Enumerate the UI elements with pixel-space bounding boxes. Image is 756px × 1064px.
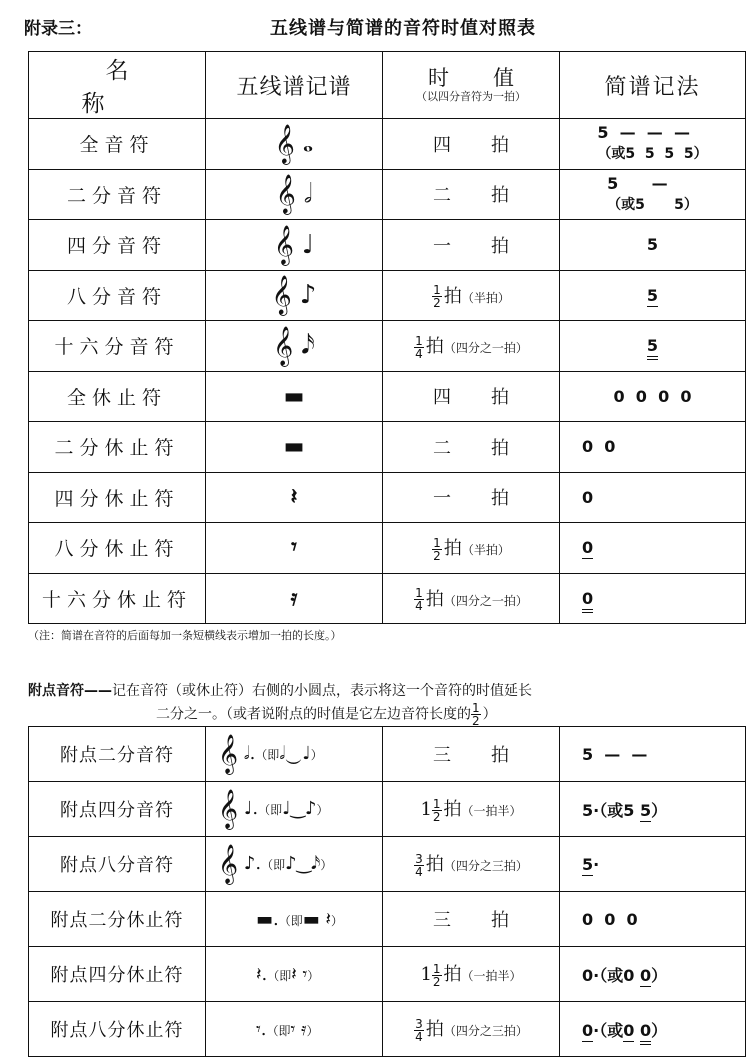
sixteenth-rest-icon: 𝄿 (290, 585, 298, 611)
staff-cell: 𝄞 ♩.（即♩‿♪） (206, 782, 383, 837)
treble-clef-icon: 𝄞 (218, 789, 239, 829)
staff-cell: 𝄽.（即𝄽 𝄾） (206, 947, 383, 1002)
staff-cell: 𝄾.（即𝄾 𝄿） (206, 1002, 383, 1057)
row-name: 四分音符 (29, 220, 206, 271)
row-name: 全休止符 (29, 371, 206, 422)
duration-cell: 1 $\frac{1}{2}$ 拍（一拍半） (383, 782, 560, 837)
staff-cell: ▬.（即▬ 𝄽） (206, 892, 383, 947)
half-note-icon: 𝅗𝅥 (303, 178, 313, 209)
duration-cell: 四拍 (383, 119, 560, 170)
jianpu-cell: 0 (560, 573, 746, 624)
duration-cell: $\frac{1}{4}$ 拍（四分之一拍） (383, 321, 560, 372)
jianpu-cell: 0 0 0 (560, 892, 746, 947)
table-row (29, 837, 746, 892)
table-row (29, 270, 746, 321)
staff-cell (206, 119, 383, 170)
duration-cell: 一拍 (383, 472, 560, 523)
dotted-eighth-rest-icon: 𝄾. (256, 1018, 267, 1040)
duration-cell: 四拍 (383, 371, 560, 422)
header-name: 名称 (29, 52, 206, 119)
dotted-quarter-note-icon: ♩. (243, 798, 259, 819)
staff-cell (206, 422, 383, 473)
duration-cell: 二拍 (383, 169, 560, 220)
page-title: 五线谱与简谱的音符时值对照表 (270, 18, 536, 39)
treble-clef-icon: 𝄞 (274, 123, 295, 164)
row-name: 附点四分休止符 (29, 947, 206, 1002)
header-jianpu: 简谱记法 (560, 52, 746, 119)
appendix-label: 附录三： (24, 19, 92, 39)
note-value-table (28, 51, 746, 624)
jianpu-cell: 5 (560, 270, 746, 321)
row-name: 附点二分休止符 (29, 892, 206, 947)
jianpu-cell: 5 — （或5 5） (560, 169, 746, 220)
table-row (29, 892, 746, 947)
whole-note-icon: 𝅝 (302, 128, 314, 159)
jianpu-cell: 5·（或5 5） (560, 782, 746, 837)
table-row (29, 371, 746, 422)
header-staff: 五线谱记谱 (206, 52, 383, 119)
table-row (29, 523, 746, 574)
duration-cell: 1 $\frac{1}{2}$ 拍（一拍半） (383, 947, 560, 1002)
quarter-note-icon: ♩ (301, 229, 315, 260)
row-name: 八分休止符 (29, 523, 206, 574)
dotted-note-table (28, 726, 746, 1057)
dotted-title: 附点音符—— (28, 683, 112, 699)
dotted-note-description: 附点音符——记在音符（或休止符）右侧的小圆点，表示将这一个音符的时值延长 二分之一。（或者说附点的时值是它左边音符长度的 $\frac{1}{2}$ ） (28, 683, 532, 728)
table-row (29, 1002, 746, 1057)
dotted-quarter-rest-icon: 𝄽. (256, 963, 268, 985)
staff-cell (206, 472, 383, 523)
dotted-half-rest-icon: ▬. (256, 908, 279, 930)
row-name: 二分音符 (29, 169, 206, 220)
row-name: 全音符 (29, 119, 206, 170)
duration-cell: $\frac{1}{2}$ 拍（半拍） (383, 523, 560, 574)
staff-cell (206, 169, 383, 220)
table-row (29, 573, 746, 624)
duration-cell: 三拍 (383, 727, 560, 782)
duration-cell: 一拍 (383, 220, 560, 271)
duration-cell: 二拍 (383, 422, 560, 473)
staff-cell (206, 321, 383, 372)
header-duration: 时值 （以四分音符为一拍） (383, 52, 560, 119)
whole-rest-icon: ▬ (283, 383, 305, 409)
duration-cell: $\frac{3}{4}$ 拍（四分之三拍） (383, 837, 560, 892)
jianpu-cell: 0·（或0 0） (560, 1002, 746, 1057)
table-row (29, 169, 746, 220)
staff-cell: 𝄞 ♪.（即♪‿𝅘𝅥𝅯） (206, 837, 383, 892)
duration-cell: $\frac{1}{4}$ 拍（四分之一拍） (383, 573, 560, 624)
row-name: 附点八分休止符 (29, 1002, 206, 1057)
table-row (29, 321, 746, 372)
eighth-note-icon: ♪ (299, 280, 317, 311)
jianpu-cell: 5 — — (560, 727, 746, 782)
table-row (29, 782, 746, 837)
staff-cell (206, 523, 383, 574)
dotted-text-1: 记在音符（或休止符）右侧的小圆点，表示将这一个音符的时值延长 (112, 683, 532, 699)
staff-cell: 𝄞 𝅗𝅥.（即𝅗𝅥‿♩） (206, 727, 383, 782)
row-name: 附点二分音符 (29, 727, 206, 782)
staff-cell (206, 573, 383, 624)
table-row (29, 220, 746, 271)
jianpu-cell: 0 (560, 523, 746, 574)
eighth-rest-icon: 𝄾 (291, 535, 297, 561)
dotted-half-note-icon: 𝅗𝅥. (243, 743, 256, 764)
jianpu-cell: 0 (560, 472, 746, 523)
quarter-rest-icon: 𝄽 (290, 484, 298, 510)
table-row (29, 947, 746, 1002)
page-header (24, 14, 744, 38)
treble-clef-icon: 𝄞 (275, 174, 296, 215)
row-name: 附点四分音符 (29, 782, 206, 837)
table-row (29, 119, 746, 170)
duration-cell: 三拍 (383, 892, 560, 947)
dotted-text-2: 二分之一。（或者说附点的时值是它左边音符长度的 (156, 706, 471, 723)
row-name: 附点八分音符 (29, 837, 206, 892)
row-name: 四分休止符 (29, 472, 206, 523)
table-header-row (29, 52, 746, 119)
duration-cell: $\frac{1}{2}$ 拍（半拍） (383, 270, 560, 321)
staff-cell (206, 270, 383, 321)
dotted-eighth-note-icon: ♪. (243, 853, 262, 874)
treble-clef-icon: 𝄞 (271, 275, 292, 316)
staff-cell (206, 371, 383, 422)
duration-cell: $\frac{3}{4}$ 拍（四分之三拍） (383, 1002, 560, 1057)
treble-clef-icon: 𝄞 (218, 734, 239, 774)
jianpu-cell: 5 (560, 321, 746, 372)
staff-cell (206, 220, 383, 271)
treble-clef-icon: 𝄞 (273, 325, 294, 366)
jianpu-cell: 0·（或0 0） (560, 947, 746, 1002)
jianpu-cell: 5 (560, 220, 746, 271)
half-rest-icon: ▬ (283, 434, 305, 460)
footnote: （注：简谱在音符的后面每加一条短横线表示增加一拍的长度。） (28, 629, 342, 642)
jianpu-cell: 5 — — — （或5 5 5 5） (560, 119, 746, 170)
jianpu-cell: 0 0 (560, 422, 746, 473)
row-name: 八分音符 (29, 270, 206, 321)
sixteenth-note-icon: 𝅘𝅥𝅯 (301, 330, 315, 361)
jianpu-cell: 0 0 0 0 (560, 371, 746, 422)
row-name: 十六分休止符 (29, 573, 206, 624)
row-name: 十六分音符 (29, 321, 206, 372)
table-row (29, 422, 746, 473)
jianpu-cell: 5· (560, 837, 746, 892)
table-row (29, 472, 746, 523)
table-row (29, 727, 746, 782)
treble-clef-icon: 𝄞 (218, 844, 239, 884)
row-name: 二分休止符 (29, 422, 206, 473)
treble-clef-icon: 𝄞 (273, 224, 294, 265)
